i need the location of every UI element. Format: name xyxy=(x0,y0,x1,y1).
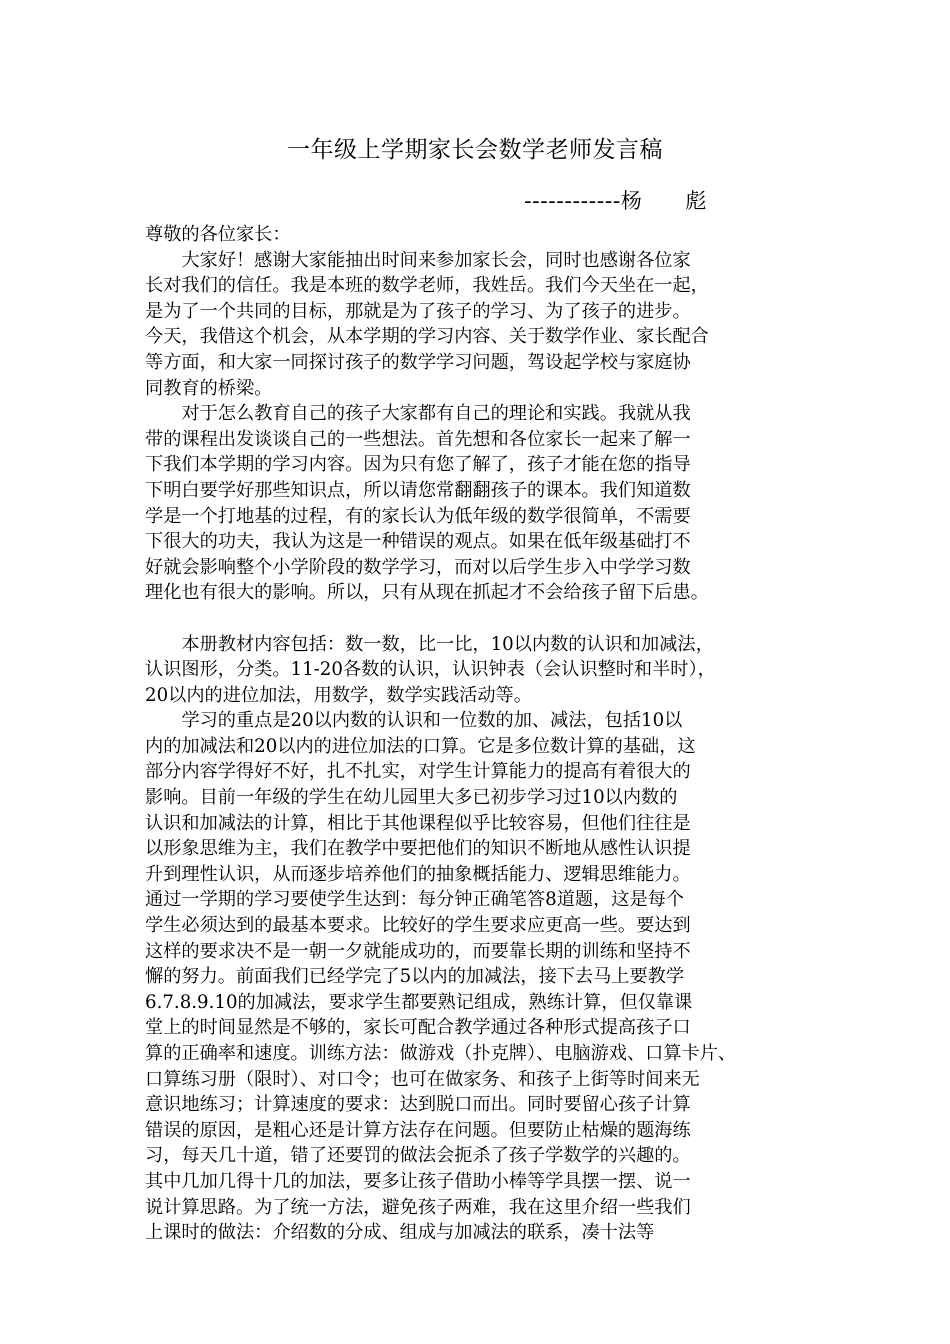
text-line: 大家好！感谢大家能抽出时间来参加家长会，同时也感谢各位家 xyxy=(145,249,691,271)
text-line: 口算练习册（限时）、对口令；也可在做家务、和孩子上街等时间来无 xyxy=(145,1068,700,1090)
text-line: 本册教材内容包括：数一数，比一比，10以内数的认识和加减法， xyxy=(145,633,714,655)
text-line: 堂上的时间显然是不够的，家长可配合教学通过各种形式提高孩子口 xyxy=(145,1017,691,1039)
text-line: 上课时的做法：介绍数的分成、组成与加减法的联系，凑十法等 xyxy=(145,1222,655,1244)
text-line: 其中几加几得十几的加法，要多让孩子借助小棒等学具摆一摆、说一 xyxy=(145,1170,691,1192)
text-line: 学是一个打地基的过程，有的家长认为低年级的数学很简单，不需要 xyxy=(145,505,691,527)
text-line: 这样的要求决不是一朝一夕就能成功的，而要靠长期的训练和坚持不 xyxy=(145,940,691,962)
text-line: 对于怎么教育自己的孩子大家都有自己的理论和实践。我就从我 xyxy=(145,403,691,425)
text-line: 带的课程出发谈谈自己的一些想法。首先想和各位家长一起来了解一 xyxy=(145,428,691,450)
text-line: 认识和加减法的计算，相比于其他课程似乎比较容易，但他们往往是 xyxy=(145,812,691,834)
text-line: 长对我们的信任。我是本班的数学老师，我姓岳。我们今天坐在一起， xyxy=(145,275,709,297)
text-line: 升到理性认识，从而逐步培养他们的抽象概括能力、逻辑思维能力。 xyxy=(145,863,691,885)
document-title: 一年级上学期家长会数学老师发言稿 xyxy=(287,137,663,163)
text-line: 习，每天几十道，错了还要罚的做法会扼杀了孩子学数学的兴趣的。 xyxy=(145,1145,691,1167)
text-line: 以形象思维为主，我们在教学中要把他们的知识不断地从感性认识提 xyxy=(145,838,691,860)
text-line: 20以内的进位加法，用数学，数学实践活动等。 xyxy=(145,684,532,706)
text-line: 认识图形，分类。11-20各数的认识，认识钟表（会认识整时和半时）， xyxy=(145,659,716,681)
text-line: 错误的原因，是粗心还是计算方法存在问题。但要防止枯燥的题海练 xyxy=(145,1119,691,1141)
text-line: 通过一学期的学习要使学生达到：每分钟正确笔答8道题，这是每个 xyxy=(145,889,685,911)
text-line: 算的正确率和速度。训练方法：做游戏（扑克牌）、电脑游戏、口算卡片、 xyxy=(145,1043,737,1064)
text-line: 懈的努力。前面我们已经学完了5以内的加减法，接下去马上要教学 xyxy=(145,966,685,988)
blank-line xyxy=(145,606,817,632)
text-line: 好就会影响整个小学阶段的数学学习，而对以后学生步入中学学习数 xyxy=(145,556,691,578)
text-line: 下很大的功夫，我认为这是一种错误的观点。如果在低年级基础打不 xyxy=(145,531,691,553)
text-line: 内的加减法和20以内的进位加法的口算。它是多位数计算的基础，这 xyxy=(145,735,696,757)
text-line: 是为了一个共同的目标，那就是为了孩子的学习、为了孩子的进步。 xyxy=(145,300,691,322)
text-line: 下明白要学好那些知识点，所以请您常翻翻孩子的课本。我们知道数 xyxy=(145,479,691,501)
document-body xyxy=(145,222,817,1246)
text-line: 同教育的桥梁。 xyxy=(145,377,273,399)
author-byline: ------------杨 彪 xyxy=(524,189,707,213)
text-line: 理化也有很大的影响。所以，只有从现在抓起才不会给孩子留下后患。 xyxy=(145,582,709,604)
text-line: 影响。目前一年级的学生在幼儿园里大多已初步学习过10以内数的 xyxy=(145,787,678,809)
text-line: 说计算思路。为了统一方法，避免孩子两难，我在这里介绍一些我们 xyxy=(145,1196,691,1218)
text-line: 意识地练习；计算速度的要求：达到脱口而出。同时要留心孩子计算 xyxy=(145,1094,691,1116)
text-line: 尊敬的各位家长： xyxy=(145,224,291,245)
text-line: 下我们本学期的学习内容。因为只有您了解了，孩子才能在您的指导 xyxy=(145,454,691,476)
text-line: 学习的重点是20以内数的认识和一位数的加、减法，包括10以 xyxy=(145,710,683,732)
text-line: 等方面，和大家一同探讨孩子的数学学习问题，驾设起学校与家庭协 xyxy=(145,351,691,373)
text-line: 部分内容学得好不好，扎不扎实，对学生计算能力的提高有着很大的 xyxy=(145,761,691,783)
text-line: 今天，我借这个机会，从本学期的学习内容、关于数学作业、家长配合 xyxy=(145,326,709,348)
text-line: 6.7.8.9.10的加减法，要求学生都要熟记组成，熟练计算，但仅靠课 xyxy=(145,991,693,1013)
text-line: 学生必须达到的最基本要求。比较好的学生要求应更高一些。要达到 xyxy=(145,915,691,937)
